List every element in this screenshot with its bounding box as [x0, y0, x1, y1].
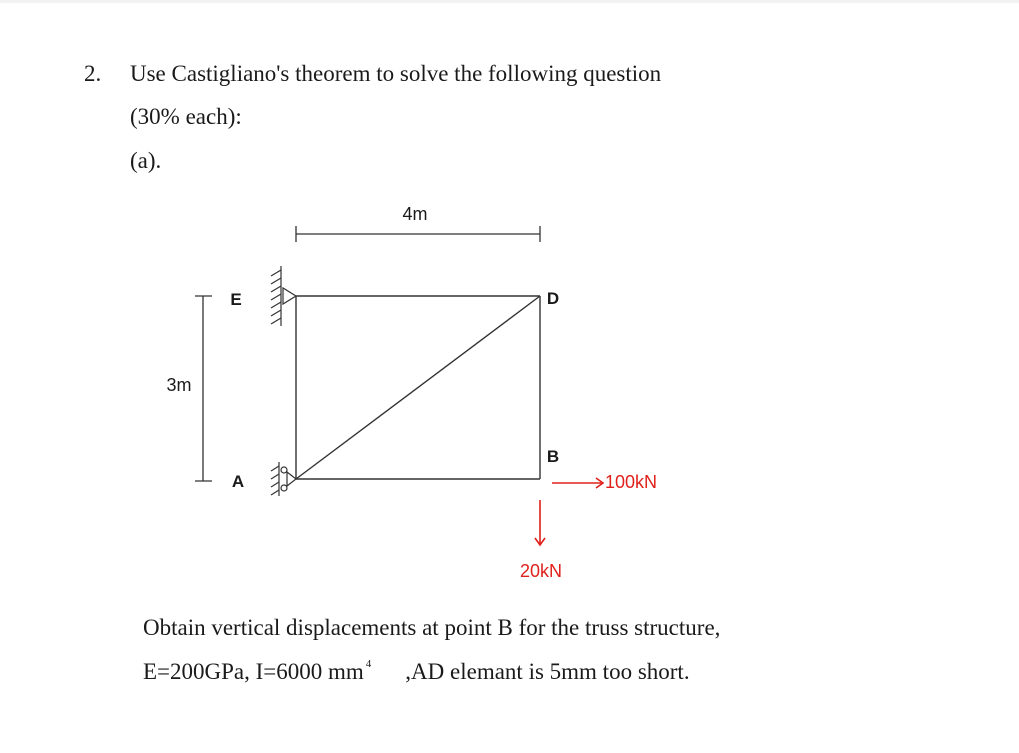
load-horizontal-label: 100kN — [605, 471, 658, 492]
node-label-A: A — [231, 472, 245, 491]
load-arrow-vertical-icon — [535, 500, 545, 545]
load-vertical-label: 20kN — [519, 561, 563, 581]
member-error-note: ,AD elemant is 5mm too short. — [405, 659, 690, 684]
question-text: Use Castigliano's theorem to solve the following question — [130, 61, 662, 86]
pin-support-E-icon — [271, 266, 296, 326]
member-AD — [296, 296, 540, 479]
node-label-D: D — [546, 289, 560, 308]
node-label-B: B — [546, 447, 560, 466]
question-number: 2. — [84, 61, 102, 86]
question-weighting: (30% each): — [130, 104, 242, 129]
material-properties: E=200GPa, I=6000 mm — [143, 659, 364, 684]
dimension-vertical-label: 3m — [166, 375, 192, 395]
superscript-exponent: 4 — [365, 658, 372, 670]
problem-statement-line2 — [143, 659, 690, 685]
dimension-vertical — [195, 296, 212, 481]
roller-support-A-icon — [271, 462, 296, 496]
problem-statement-line1: Obtain vertical displacements at point B for the truss structure, — [143, 615, 721, 640]
question-part-label: (a). — [130, 148, 162, 173]
truss-members — [296, 296, 540, 479]
load-arrow-horizontal-icon — [552, 478, 603, 488]
dimension-horizontal — [296, 226, 540, 242]
node-label-E: E — [230, 290, 242, 309]
dimension-horizontal-label: 4m — [402, 204, 428, 224]
